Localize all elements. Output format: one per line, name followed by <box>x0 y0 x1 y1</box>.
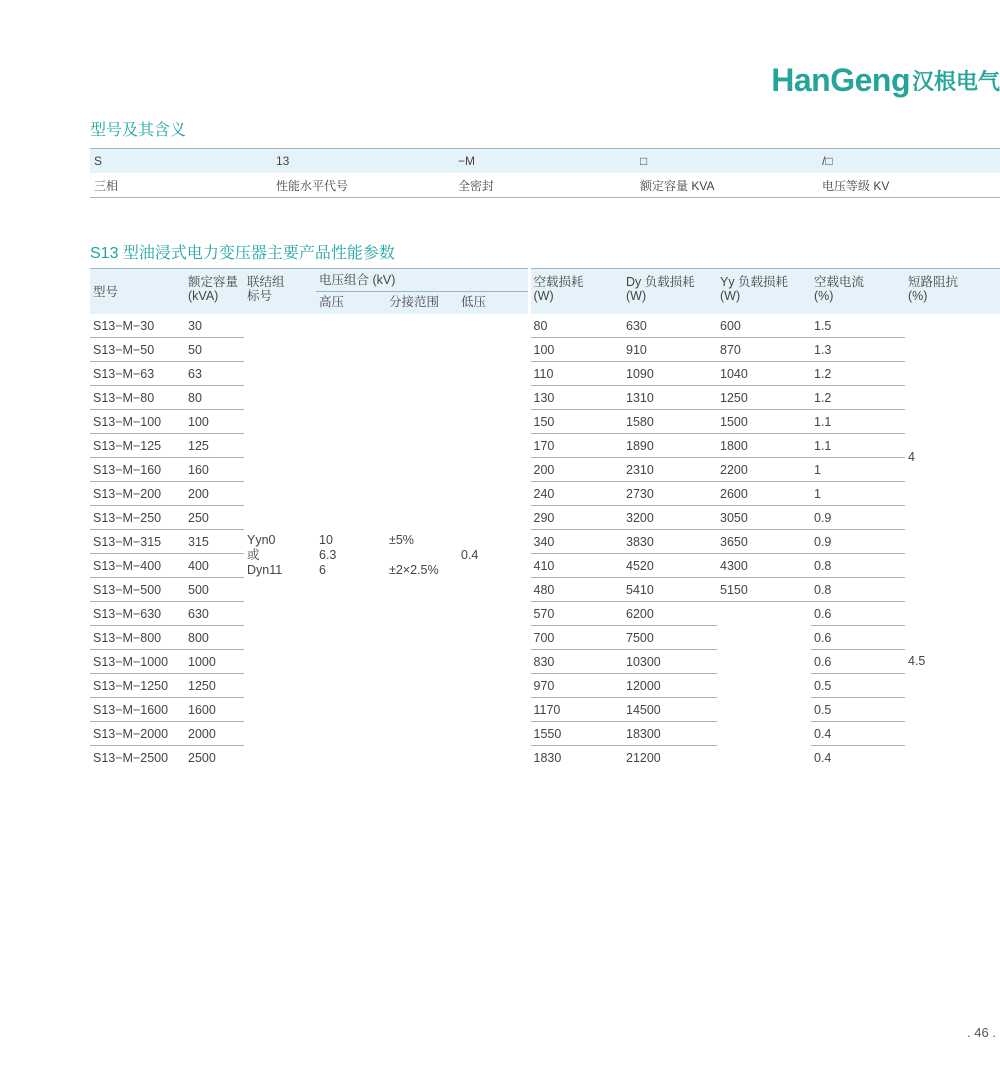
code-cell: S <box>90 149 272 174</box>
lv-merged-cell: 0.4 <box>461 548 479 562</box>
header-model: 型号 <box>90 269 185 315</box>
no-load-current-cell: 0.5 <box>811 674 905 698</box>
no-load-loss-cell: 240 <box>529 482 623 506</box>
yy-load-loss-cell <box>717 650 811 674</box>
table-row <box>90 602 1000 626</box>
yy-load-loss-cell: 600 <box>717 314 811 338</box>
header-no-load-loss: 空载损耗 (W) <box>529 269 623 315</box>
no-load-loss-cell: 340 <box>529 530 623 554</box>
impedance-cell: 4.5 <box>908 654 926 668</box>
capacity-cell: 630 <box>185 602 244 626</box>
no-load-loss-cell: 80 <box>529 314 623 338</box>
no-load-loss-cell: 170 <box>529 434 623 458</box>
table-row <box>90 482 1000 506</box>
capacity-cell: 800 <box>185 626 244 650</box>
model-cell: S13−M−500 <box>90 578 185 602</box>
model-cell: S13−M−400 <box>90 554 185 578</box>
header-capacity: 额定容量 (kVA) <box>185 269 244 315</box>
code-cell: □ <box>636 149 818 174</box>
capacity-cell: 125 <box>185 434 244 458</box>
header-tap: 分接范围 <box>386 292 458 315</box>
no-load-loss-cell: 110 <box>529 362 623 386</box>
yy-load-loss-cell <box>717 626 811 650</box>
no-load-current-cell: 1.3 <box>811 338 905 362</box>
yy-load-loss-cell: 4300 <box>717 554 811 578</box>
model-cell: S13−M−50 <box>90 338 185 362</box>
no-load-loss-cell: 700 <box>529 626 623 650</box>
yy-load-loss-cell: 3650 <box>717 530 811 554</box>
no-load-loss-cell: 1830 <box>529 746 623 770</box>
dy-load-loss-cell: 1580 <box>623 410 717 434</box>
model-cell: S13−M−100 <box>90 410 185 434</box>
capacity-cell: 1600 <box>185 698 244 722</box>
capacity-cell: 63 <box>185 362 244 386</box>
yy-load-loss-cell: 1800 <box>717 434 811 458</box>
code-cell: 13 <box>272 149 454 174</box>
yy-load-loss-cell <box>717 722 811 746</box>
model-cell: S13−M−1600 <box>90 698 185 722</box>
no-load-current-cell: 0.4 <box>814 750 832 765</box>
capacity-cell: 30 <box>185 314 244 338</box>
dy-load-loss-cell: 5410 <box>623 578 717 602</box>
table-row <box>90 722 1000 746</box>
no-load-loss-cell: 410 <box>529 554 623 578</box>
table-row <box>90 578 1000 602</box>
dy-load-loss-cell: 3200 <box>623 506 717 530</box>
page-number: . 46 . <box>967 1025 996 1040</box>
no-load-current-cell: 1.2 <box>811 386 905 410</box>
capacity-cell: 1250 <box>185 674 244 698</box>
model-cell: S13−M−315 <box>90 530 185 554</box>
no-load-current-cell: 1.1 <box>811 410 905 434</box>
dy-load-loss-cell: 7500 <box>623 626 717 650</box>
dy-load-loss-cell: 6200 <box>623 602 717 626</box>
yy-load-loss-cell <box>717 746 811 770</box>
no-load-current-cell: 1.1 <box>811 434 905 458</box>
dy-load-loss-cell: 14500 <box>623 698 717 722</box>
no-load-current-cell: 1.5 <box>811 314 905 338</box>
model-cell: S13−M−80 <box>90 386 185 410</box>
dy-load-loss-cell: 3830 <box>623 530 717 554</box>
code-cell: /□ <box>818 149 1000 174</box>
meaning-cell: 性能水平代号 <box>272 173 454 198</box>
no-load-loss-cell: 290 <box>529 506 623 530</box>
no-load-loss-cell: 130 <box>529 386 623 410</box>
impedance-cell: 4 <box>908 450 915 465</box>
table-row <box>90 746 1000 770</box>
model-cell: S13−M−1000 <box>90 650 185 674</box>
header-hv: 高压 <box>316 292 386 315</box>
hv-merged-cell: 10 6.3 6 <box>319 533 337 577</box>
code-cell: −M <box>454 149 636 174</box>
model-cell: S13−M−30 <box>90 314 185 338</box>
capacity-cell: 400 <box>185 554 244 578</box>
meaning-cell: 电压等级 KV <box>818 173 1000 198</box>
no-load-loss-cell: 570 <box>529 602 623 626</box>
dy-load-loss-cell: 10300 <box>623 650 717 674</box>
dy-load-loss-cell: 1310 <box>623 386 717 410</box>
table-row <box>90 338 1000 362</box>
table-row <box>90 698 1000 722</box>
model-cell: S13−M−2500 <box>93 750 169 765</box>
brand-name-chinese: 汉根电气 <box>911 68 1000 94</box>
dy-load-loss-cell: 1890 <box>623 434 717 458</box>
yy-load-loss-cell <box>717 674 811 698</box>
table-row <box>90 554 1000 578</box>
no-load-loss-cell: 970 <box>529 674 623 698</box>
capacity-cell: 100 <box>185 410 244 434</box>
parameters-body <box>90 314 1000 769</box>
no-load-loss-cell: 200 <box>529 458 623 482</box>
dy-load-loss-cell: 910 <box>623 338 717 362</box>
no-load-current-cell: 1.2 <box>811 362 905 386</box>
table-row <box>90 626 1000 650</box>
header-voltage-group: 电压组合 (kV) <box>316 269 529 292</box>
no-load-loss-cell: 150 <box>529 410 623 434</box>
model-cell: S13−M−630 <box>90 602 185 626</box>
no-load-current-cell: 0.8 <box>811 554 905 578</box>
no-load-current-cell: 1 <box>811 482 905 506</box>
tap-merged-cell: ±5% ±2×2.5% <box>389 533 439 577</box>
table-row <box>90 434 1000 458</box>
yy-load-loss-cell: 1500 <box>717 410 811 434</box>
capacity-cell: 80 <box>185 386 244 410</box>
yy-load-loss-cell: 1250 <box>717 386 811 410</box>
no-load-loss-cell: 480 <box>529 578 623 602</box>
yy-load-loss-cell: 870 <box>717 338 811 362</box>
table-row <box>90 386 1000 410</box>
capacity-cell: 500 <box>185 578 244 602</box>
parameters-title: S13 型油浸式电力变压器主要产品性能参数 <box>90 245 395 262</box>
meaning-cell: 全密封 <box>454 173 636 198</box>
yy-load-loss-cell: 3050 <box>717 506 811 530</box>
table-row <box>90 314 1000 338</box>
model-meaning-row <box>90 173 1000 198</box>
no-load-current-cell: 0.6 <box>811 602 905 626</box>
brand-name-latin: HanGeng <box>771 61 910 98</box>
dy-load-loss-cell: 1090 <box>623 362 717 386</box>
connection-merged-cell: Yyn0 或 Dyn11 <box>247 533 283 577</box>
table-row <box>90 650 1000 674</box>
dy-load-loss-cell: 18300 <box>623 722 717 746</box>
yy-load-loss-cell: 5150 <box>717 578 811 602</box>
yy-load-loss-cell: 2200 <box>717 458 811 482</box>
model-cell: S13−M−800 <box>90 626 185 650</box>
meaning-cell: 三相 <box>90 173 272 198</box>
no-load-current-cell: 0.4 <box>811 722 905 746</box>
capacity-cell: 200 <box>185 482 244 506</box>
header-no-load-current: 空载电流 (%) <box>811 269 905 315</box>
capacity-cell: 315 <box>185 530 244 554</box>
capacity-cell: 50 <box>185 338 244 362</box>
table-row <box>90 506 1000 530</box>
header-yy-load-loss: Yy 负载损耗 (W) <box>717 269 811 315</box>
capacity-cell: 2500 <box>188 750 216 765</box>
no-load-loss-cell: 100 <box>529 338 623 362</box>
table-row <box>90 674 1000 698</box>
no-load-loss-cell: 1170 <box>529 698 623 722</box>
no-load-current-cell: 0.6 <box>811 626 905 650</box>
no-load-current-cell: 0.5 <box>811 698 905 722</box>
model-code-row <box>90 149 1000 174</box>
no-load-current-cell: 0.6 <box>811 650 905 674</box>
yy-load-loss-cell: 2600 <box>717 482 811 506</box>
no-load-current-cell: 0.9 <box>811 530 905 554</box>
table-row <box>90 530 1000 554</box>
dy-load-loss-cell: 2310 <box>623 458 717 482</box>
capacity-cell: 1000 <box>185 650 244 674</box>
model-cell: S13−M−1250 <box>90 674 185 698</box>
header-dy-load-loss: Dy 负载损耗 (W) <box>623 269 717 315</box>
table-row <box>90 458 1000 482</box>
header-connection: 联结组 标号 <box>244 269 316 315</box>
impedance-empty-cell <box>905 722 1000 770</box>
model-meaning-table <box>90 148 1000 198</box>
table-row <box>90 362 1000 386</box>
brand-logo <box>771 58 1000 102</box>
capacity-cell: 2000 <box>185 722 244 746</box>
capacity-cell: 250 <box>185 506 244 530</box>
yy-load-loss-cell <box>717 602 811 626</box>
no-load-current-cell: 0.8 <box>811 578 905 602</box>
model-meaning-title: 型号及其含义 <box>90 122 187 139</box>
model-cell: S13−M−250 <box>90 506 185 530</box>
no-load-loss-cell: 1550 <box>529 722 623 746</box>
no-load-current-cell: 1 <box>811 458 905 482</box>
table-row <box>90 410 1000 434</box>
model-cell: S13−M−160 <box>90 458 185 482</box>
dy-load-loss-cell: 2730 <box>623 482 717 506</box>
yy-load-loss-cell <box>717 698 811 722</box>
header-impedance: 短路阻抗 (%) <box>905 269 1000 315</box>
dy-load-loss-cell: 12000 <box>623 674 717 698</box>
parameters-table <box>90 268 1000 769</box>
model-cell: S13−M−2000 <box>90 722 185 746</box>
header-lv: 低压 <box>458 292 529 315</box>
capacity-cell: 160 <box>185 458 244 482</box>
dy-load-loss-cell: 21200 <box>626 750 661 765</box>
model-cell: S13−M−63 <box>90 362 185 386</box>
no-load-current-cell: 0.9 <box>811 506 905 530</box>
dy-load-loss-cell: 4520 <box>623 554 717 578</box>
dy-load-loss-cell: 630 <box>623 314 717 338</box>
meaning-cell: 额定容量 KVA <box>636 173 818 198</box>
yy-load-loss-cell: 1040 <box>717 362 811 386</box>
model-cell: S13−M−200 <box>90 482 185 506</box>
no-load-loss-cell: 830 <box>529 650 623 674</box>
model-cell: S13−M−125 <box>90 434 185 458</box>
